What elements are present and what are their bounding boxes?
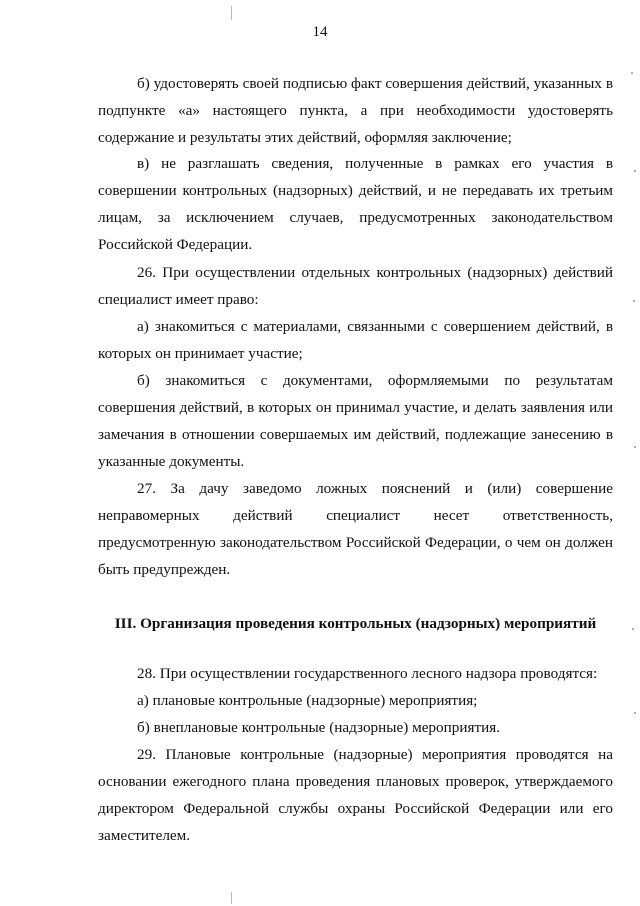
paragraph-b-documents: б) знакомиться с документами, оформляемыми по результатам совершения действий, в которых он принимал участие, и делать заявления или замечания в отношении совершаемых им действий, подлежащие занесению в указанные документы. [98, 372, 613, 470]
paragraph-28: 28. При осуществлении государственного лесного надзора проводятся: [137, 665, 598, 682]
paragraph-v-nondisclose: в) не разглашать сведения, полученные в рамках его участия в совершении контрольных (надзорных) действий, и не передавать их третьим лицам, за исключением случаев, предусмотренных законодательством Российской Федерации. [98, 155, 613, 253]
paragraph-28-b: б) внеплановые контрольные (надзорные) мероприятия. [137, 719, 501, 736]
scan-mark-top [231, 6, 232, 20]
paragraph-26: 26. При осуществлении отдельных контрольных (надзорных) действий специалист имеет право: [98, 264, 613, 308]
page-number: 14 [312, 24, 328, 40]
scan-dot [634, 170, 636, 172]
scan-dot [634, 446, 636, 448]
paragraph-28-a: а) плановые контрольные (надзорные) мероприятия; [137, 692, 478, 709]
paragraph-29: 29. Плановые контрольные (надзорные) мероприятия проводятся на основании ежегодного плана проведения плановых проверок, утверждаемого директором Федеральной службы охраны Российской Федерации или его заместителем. [98, 746, 613, 844]
scan-mark-bottom [231, 892, 232, 904]
scan-dot [632, 628, 634, 630]
scan-dot [631, 72, 633, 74]
section-heading: III. Организация проведения контрольных (надзорных) мероприятий [114, 615, 597, 632]
scan-dot [634, 712, 636, 714]
scan-dot [633, 300, 635, 302]
paragraph-b-certify: б) удостоверять своей подписью факт совершения действий, указанных в подпункте «а» настоящего пункта, а при необходимости удостоверять содержание и результаты этих действий, оформляя заключение; [98, 75, 613, 146]
paragraph-27: 27. За дачу заведомо ложных пояснений и (или) совершение неправомерных действий специалист несет ответственность, предусмотренную законодательством Российской Федерации, о чем он должен быть предупрежден. [98, 480, 613, 578]
paragraph-a-materials: а) знакомиться с материалами, связанными с совершением действий, в которых он принимает участие; [98, 318, 613, 362]
